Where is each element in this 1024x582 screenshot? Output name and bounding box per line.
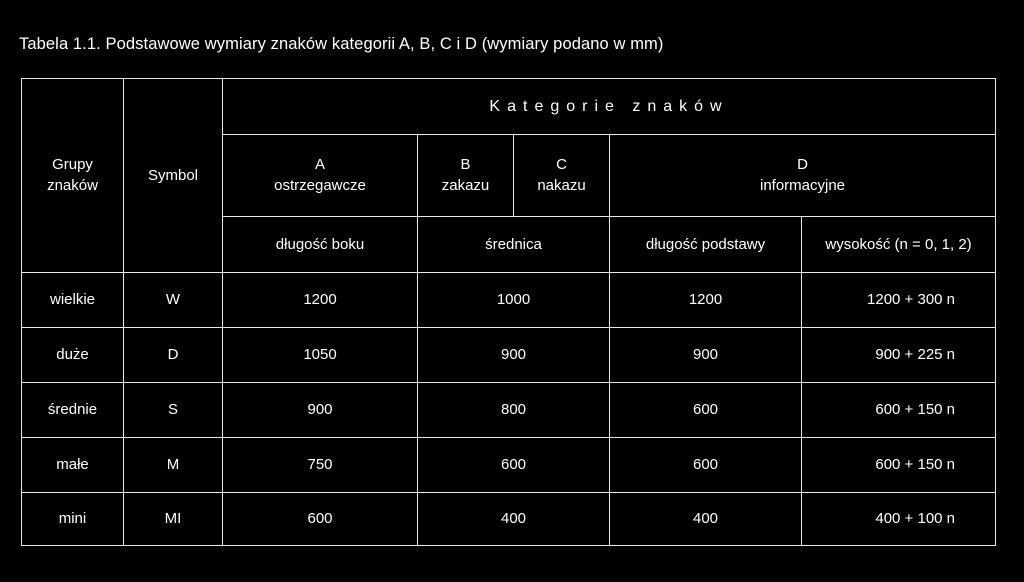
cell-group: średnie	[22, 383, 124, 438]
header-dim-diameter: średnica	[418, 217, 610, 273]
cell-group: wielkie	[22, 273, 124, 328]
cell-a: 600	[223, 493, 418, 546]
cell-symbol: D	[124, 328, 223, 383]
cell-a: 750	[223, 438, 418, 493]
header-dim-base-length: długość podstawy	[610, 217, 802, 273]
table-row	[22, 493, 996, 546]
header-dim-side-length: długość boku	[223, 217, 418, 273]
header-groups-line1: Grupy	[52, 156, 93, 174]
header-groups	[22, 79, 124, 273]
cell-symbol: MI	[124, 493, 223, 546]
header-row-categories	[22, 79, 996, 135]
cell-bc: 400	[418, 493, 610, 546]
table-row	[22, 383, 996, 438]
header-groups-line2: znaków	[47, 176, 98, 194]
cell-d2: 600 + 150 n	[802, 383, 996, 438]
cell-d1: 400	[610, 493, 802, 546]
category-b-letter: B	[460, 156, 471, 174]
cell-d2: 900 + 225 n	[802, 328, 996, 383]
cell-d1: 900	[610, 328, 802, 383]
category-b-name: zakazu	[441, 176, 490, 194]
cell-group: małe	[22, 438, 124, 493]
table-row	[22, 438, 996, 493]
cell-a: 900	[223, 383, 418, 438]
cell-a: 1200	[223, 273, 418, 328]
cell-group: mini	[22, 493, 124, 546]
table-row	[22, 328, 996, 383]
header-dim-height: wysokość (n = 0, 1, 2)	[802, 217, 996, 273]
header-symbol: Symbol	[124, 79, 223, 273]
cell-bc: 600	[418, 438, 610, 493]
category-c-letter: C	[556, 156, 567, 174]
category-a-letter: A	[314, 156, 325, 174]
cell-group: duże	[22, 328, 124, 383]
table-row	[22, 273, 996, 328]
cell-d2: 400 + 100 n	[802, 493, 996, 546]
cell-symbol: M	[124, 438, 223, 493]
cell-d1: 1200	[610, 273, 802, 328]
cell-bc: 1000	[418, 273, 610, 328]
table-caption: Tabela 1.1. Podstawowe wymiary znaków kategorii A, B, C i D (wymiary podano w mm)	[19, 35, 664, 53]
category-c-name: nakazu	[537, 176, 586, 194]
cell-symbol: S	[124, 383, 223, 438]
cell-d2: 600 + 150 n	[802, 438, 996, 493]
header-categories: Kategorie znaków	[223, 79, 996, 135]
cell-bc: 800	[418, 383, 610, 438]
cell-d2: 1200 + 300 n	[802, 273, 996, 328]
header-category-b	[418, 135, 514, 217]
category-d-name: informacyjne	[759, 176, 846, 194]
header-category-c	[514, 135, 610, 217]
category-d-letter: D	[797, 156, 808, 174]
cell-a: 1050	[223, 328, 418, 383]
cell-bc: 900	[418, 328, 610, 383]
header-category-a	[223, 135, 418, 217]
sign-dimensions-table	[21, 78, 996, 546]
cell-d1: 600	[610, 438, 802, 493]
cell-symbol: W	[124, 273, 223, 328]
category-a-name: ostrzegawcze	[274, 176, 366, 194]
cell-d1: 600	[610, 383, 802, 438]
header-category-d	[610, 135, 996, 217]
